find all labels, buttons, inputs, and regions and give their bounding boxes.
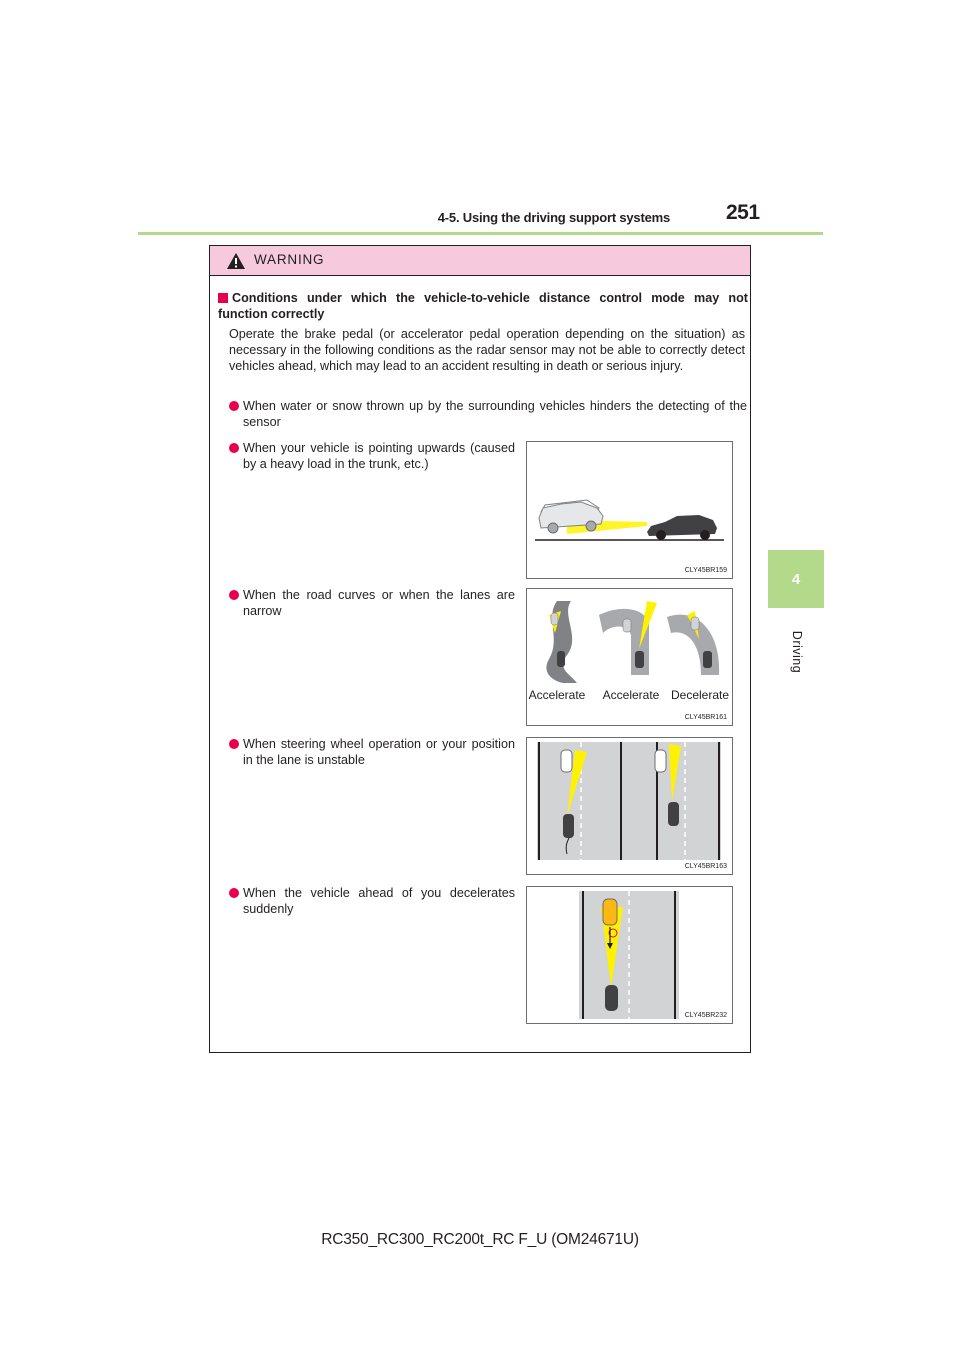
intro-paragraph: Operate the brake pedal (or accelerator pedal operation depending on the situation) as necessary in the following conditions as the radar sensor may not be able to correctly detect vehicles ahead, which may lead to an accident resulting in death or serious injury. [229,327,745,374]
bullet-text: When water or snow thrown up by the surrounding vehicles hinders the detecting of the sensor [243,399,747,430]
square-bullet-icon [218,293,228,303]
figure-unstable-steering [526,737,733,875]
figure-code: CLY45BR161 [684,714,727,721]
bullet-item [229,736,515,768]
condition-heading-text: Conditions under which the vehicle-to-vehicle distance control mode may not function correctly [218,291,748,321]
chapter-number: 4 [791,570,801,588]
figure-code: CLY45BR159 [684,567,727,574]
bullet-item [229,398,747,430]
header-rule [138,232,823,235]
sudden-deceleration-illustration [527,887,732,1023]
page-number: 251 [726,201,760,224]
bullet-text: When the road curves or when the lanes are narrow [243,588,515,619]
bullet-item [229,587,515,619]
warning-box [209,245,751,1053]
chapter-label: Driving [790,630,804,674]
figure-pointing-upwards [526,441,733,579]
footer-model-code: RC350_RC300_RC200t_RC F_U (OM24671U) [321,1231,639,1248]
round-bullet-icon [229,401,239,411]
bullet-item [229,440,515,472]
bullet-text: When steering wheel operation or your position in the lane is unstable [243,737,515,768]
round-bullet-icon [229,888,239,898]
figure-label: Accelerate [602,688,660,702]
figure-code: CLY45BR163 [684,863,727,870]
figure-sudden-deceleration [526,886,733,1024]
road-curves-illustration [527,589,732,725]
round-bullet-icon [229,443,239,453]
warning-header [210,246,750,276]
round-bullet-icon [229,590,239,600]
figure-label: Decelerate [670,688,730,702]
warning-triangle-icon [226,252,246,270]
figure-code: CLY45BR232 [684,1012,727,1019]
figure-road-curves [526,588,733,726]
bullet-item [229,885,515,917]
bullet-text: When your vehicle is pointing upwards (caused by a heavy load in the trunk, etc.) [243,441,515,472]
unstable-steering-illustration [527,738,732,874]
figure-label: Accelerate [528,688,586,702]
section-title: 4-5. Using the driving support systems [437,210,670,225]
round-bullet-icon [229,739,239,749]
warning-title: WARNING [254,252,325,267]
condition-heading [218,290,748,322]
chapter-tab[interactable] [768,550,824,608]
bullet-text: When the vehicle ahead of you decelerates suddenly [243,886,515,917]
pointing-upwards-illustration [527,442,732,578]
